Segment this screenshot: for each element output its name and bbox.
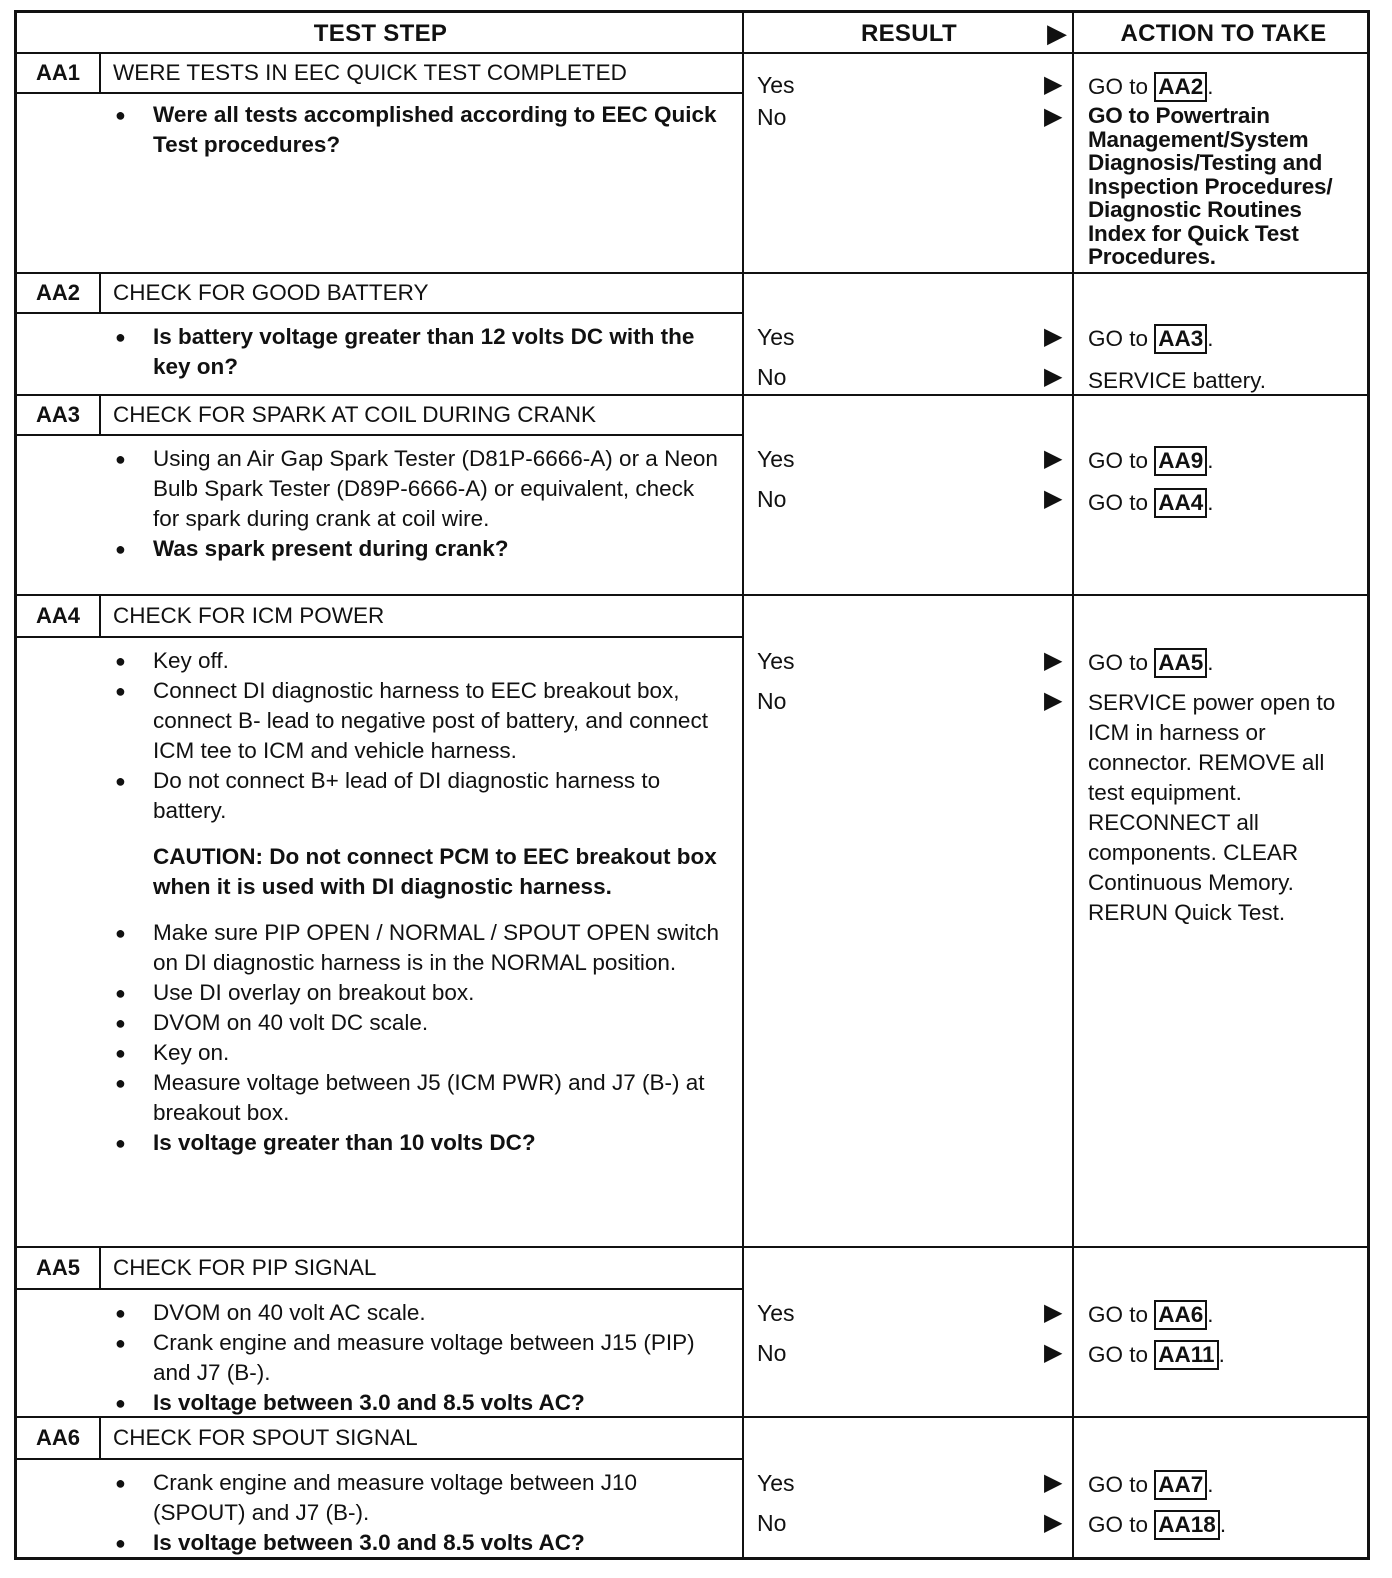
goto-prefix: GO to <box>1088 1472 1155 1497</box>
goto-step-link[interactable]: AA6 <box>1154 1300 1207 1330</box>
goto-suffix: . <box>1219 1512 1227 1537</box>
step-results <box>757 596 1063 1248</box>
step-actions <box>1088 1248 1368 1418</box>
step-results <box>757 54 1063 274</box>
step-bullet: ● Is voltage greater than 10 volts DC? <box>109 1128 719 1158</box>
step-bullet: ● Make sure PIP OPEN / NORMAL / SPOUT OPEN switch on DI diagnostic harness is in the NORMAL position. <box>109 918 719 978</box>
goto-prefix: GO to <box>1088 1512 1155 1537</box>
action-text: SERVICE battery. <box>1088 368 1266 393</box>
action-item <box>1088 648 1214 678</box>
step-title: CHECK FOR SPARK AT COIL DURING CRANK <box>113 402 596 427</box>
step-bullet: ● Use DI overlay on breakout box. <box>109 978 719 1008</box>
goto-prefix: GO to <box>1088 1342 1155 1367</box>
step-actions <box>1088 54 1368 274</box>
action-item <box>1088 1340 1225 1370</box>
step-id: AA3 <box>35 402 80 427</box>
result-yes: Yes <box>757 648 795 674</box>
diagnostic-table <box>14 10 1370 1560</box>
header-action: ACTION TO TAKE <box>1120 19 1327 47</box>
result-arrow-icon: ▶ <box>1044 1339 1063 1366</box>
title-underline <box>17 92 744 94</box>
result-yes: Yes <box>757 324 795 350</box>
result-no: No <box>757 364 787 390</box>
step-title: WERE TESTS IN EEC QUICK TEST COMPLETED <box>113 60 627 85</box>
step-instructions <box>109 1468 719 1558</box>
goto-prefix: GO to <box>1088 74 1155 99</box>
result-arrow-icon: ▶ <box>1044 485 1063 512</box>
step-bullet: ● Was spark present during crank? <box>109 534 719 564</box>
result-arrow-icon: ▶ <box>1044 363 1063 390</box>
goto-step-link[interactable]: AA4 <box>1154 488 1207 518</box>
result-arrow-icon: ▶ <box>1044 445 1063 472</box>
action-item <box>1088 1510 1226 1540</box>
goto-suffix: . <box>1218 1342 1225 1367</box>
step-actions <box>1088 596 1368 1248</box>
action-item <box>1088 366 1358 396</box>
step-aa4 <box>17 596 1367 1248</box>
step-bullet: ● Crank engine and measure voltage between J15 (PIP) and J7 (B-). <box>109 1328 719 1388</box>
step-title: CHECK FOR PIP SIGNAL <box>113 1255 377 1280</box>
result-no: No <box>757 486 787 512</box>
goto-suffix: . <box>1207 448 1214 473</box>
goto-prefix: GO to <box>1088 326 1155 351</box>
action-item <box>1088 488 1214 518</box>
title-underline <box>17 1288 744 1290</box>
result-yes: Yes <box>757 446 795 472</box>
step-bullet: ● Do not connect B+ lead of DI diagnostic harness to battery. <box>109 766 719 826</box>
goto-step-link[interactable]: AA3 <box>1154 324 1207 354</box>
goto-step-link[interactable]: AA11 <box>1154 1340 1218 1370</box>
result-arrow-icon: ▶ <box>1044 647 1063 674</box>
step-instructions <box>109 444 719 564</box>
result-arrow-icon: ▶ <box>1044 71 1063 98</box>
step-instructions <box>109 322 719 382</box>
step-id-divider <box>99 274 101 312</box>
goto-step-link[interactable]: AA7 <box>1154 1470 1207 1500</box>
step-id-divider <box>99 54 101 92</box>
step-bullet: ● Connect DI diagnostic harness to EEC breakout box, connect B- lead to negative post of battery, and connect ICM tee to ICM and vehicle harness. <box>109 676 719 766</box>
action-text: SERVICE power open to ICM in harness or connector. REMOVE all test equipment. RECONNECT all components. CLEAR Continuous Memory. RERUN Quick Test. <box>1088 690 1336 925</box>
step-bullet: ● Is voltage between 3.0 and 8.5 volts AC? <box>109 1528 719 1558</box>
result-arrow-icon: ▶ <box>1044 1469 1063 1496</box>
goto-suffix: . <box>1207 490 1214 515</box>
step-instructions <box>109 646 719 1158</box>
action-item <box>1088 446 1214 476</box>
result-yes: Yes <box>757 1300 795 1326</box>
step-title: CHECK FOR GOOD BATTERY <box>113 280 429 305</box>
action-item <box>1088 1300 1214 1330</box>
goto-prefix: GO to <box>1088 650 1155 675</box>
step-actions <box>1088 274 1368 396</box>
step-bullet: ● Key off. <box>109 646 719 676</box>
step-id-divider <box>99 1248 101 1288</box>
goto-step-link[interactable]: AA5 <box>1154 648 1207 678</box>
action-item <box>1088 1470 1214 1500</box>
step-aa2 <box>17 274 1367 396</box>
action-item <box>1088 72 1214 102</box>
goto-step-link[interactable]: AA2 <box>1154 72 1207 102</box>
goto-prefix: GO to <box>1088 448 1155 473</box>
action-item <box>1088 324 1214 354</box>
goto-step-link[interactable]: AA18 <box>1154 1510 1220 1540</box>
title-underline <box>17 434 744 436</box>
step-bullet: ● Key on. <box>109 1038 719 1068</box>
result-arrow-icon: ▶ <box>1044 1509 1063 1536</box>
step-aa1 <box>17 54 1367 274</box>
step-id: AA1 <box>35 60 80 85</box>
title-underline <box>17 1458 744 1460</box>
step-instructions <box>109 1298 719 1418</box>
title-underline <box>17 636 744 638</box>
step-bullet: ● DVOM on 40 volt DC scale. <box>109 1008 719 1038</box>
goto-suffix: . <box>1207 650 1214 675</box>
result-arrow-icon: ▶ <box>1044 103 1063 130</box>
step-bullet: ● Is voltage between 3.0 and 8.5 volts AC? <box>109 1388 719 1418</box>
result-no: No <box>757 688 787 714</box>
header-result: RESULT <box>860 19 958 47</box>
step-bullet: ● Crank engine and measure voltage between J10 (SPOUT) and J7 (B-). <box>109 1468 719 1528</box>
title-underline <box>17 312 744 314</box>
step-title: CHECK FOR SPOUT SIGNAL <box>113 1425 418 1450</box>
step-actions <box>1088 1418 1368 1563</box>
step-id-divider <box>99 596 101 636</box>
result-no: No <box>757 104 787 130</box>
step-id-divider <box>99 396 101 434</box>
result-yes: Yes <box>757 1470 795 1496</box>
step-bullet: ● DVOM on 40 volt AC scale. <box>109 1298 719 1328</box>
step-results <box>757 274 1063 396</box>
step-bullet: ● Is battery voltage greater than 12 volts DC with the key on? <box>109 322 719 382</box>
action-item <box>1088 104 1358 269</box>
action-text: GO to Powertrain Management/System Diagnosis/Testing and Inspection Procedures/ Diagnostic Routines Index for Quick Test Procedures. <box>1088 103 1333 269</box>
goto-prefix: GO to <box>1088 1302 1155 1327</box>
result-arrow-icon: ▶ <box>1044 687 1063 714</box>
step-results <box>757 1418 1063 1563</box>
step-aa3 <box>17 396 1367 596</box>
step-aa6 <box>17 1418 1367 1563</box>
result-arrow-icon: ▶ <box>1044 1299 1063 1326</box>
step-id: AA6 <box>35 1425 80 1450</box>
caution-note: CAUTION: Do not connect PCM to EEC breakout box when it is used with DI diagnostic harness. <box>153 844 717 899</box>
step-bullet: ● Were all tests accomplished according to EEC Quick Test procedures? <box>109 100 719 160</box>
goto-step-link[interactable]: AA9 <box>1154 446 1207 476</box>
goto-suffix: . <box>1207 74 1214 99</box>
step-instructions <box>109 100 719 160</box>
step-bullet: ● Using an Air Gap Spark Tester (D81P-6666-A) or a Neon Bulb Spark Tester (D89P-6666-A) or equivalent, check for spark during crank at coil wire. <box>109 444 719 534</box>
goto-suffix: . <box>1207 326 1214 351</box>
header-test-step: TEST STEP <box>313 19 448 47</box>
result-no: No <box>757 1340 787 1366</box>
step-id: AA4 <box>35 603 80 628</box>
goto-suffix: . <box>1207 1302 1214 1327</box>
step-id: AA2 <box>35 280 80 305</box>
goto-suffix: . <box>1207 1472 1214 1497</box>
step-id-divider <box>99 1418 101 1458</box>
step-title: CHECK FOR ICM POWER <box>113 603 385 628</box>
step-id: AA5 <box>35 1255 80 1280</box>
result-arrow-icon: ▶ <box>1044 323 1063 350</box>
step-actions <box>1088 396 1368 596</box>
result-yes: Yes <box>757 72 795 98</box>
step-results <box>757 1248 1063 1418</box>
step-aa5 <box>17 1248 1367 1418</box>
step-bullet: ● Measure voltage between J5 (ICM PWR) and J7 (B-) at breakout box. <box>109 1068 719 1128</box>
step-results <box>757 396 1063 596</box>
header-arrow-icon: ▶ <box>1047 18 1067 48</box>
goto-prefix: GO to <box>1088 490 1155 515</box>
result-no: No <box>757 1510 787 1536</box>
action-item <box>1088 688 1358 928</box>
